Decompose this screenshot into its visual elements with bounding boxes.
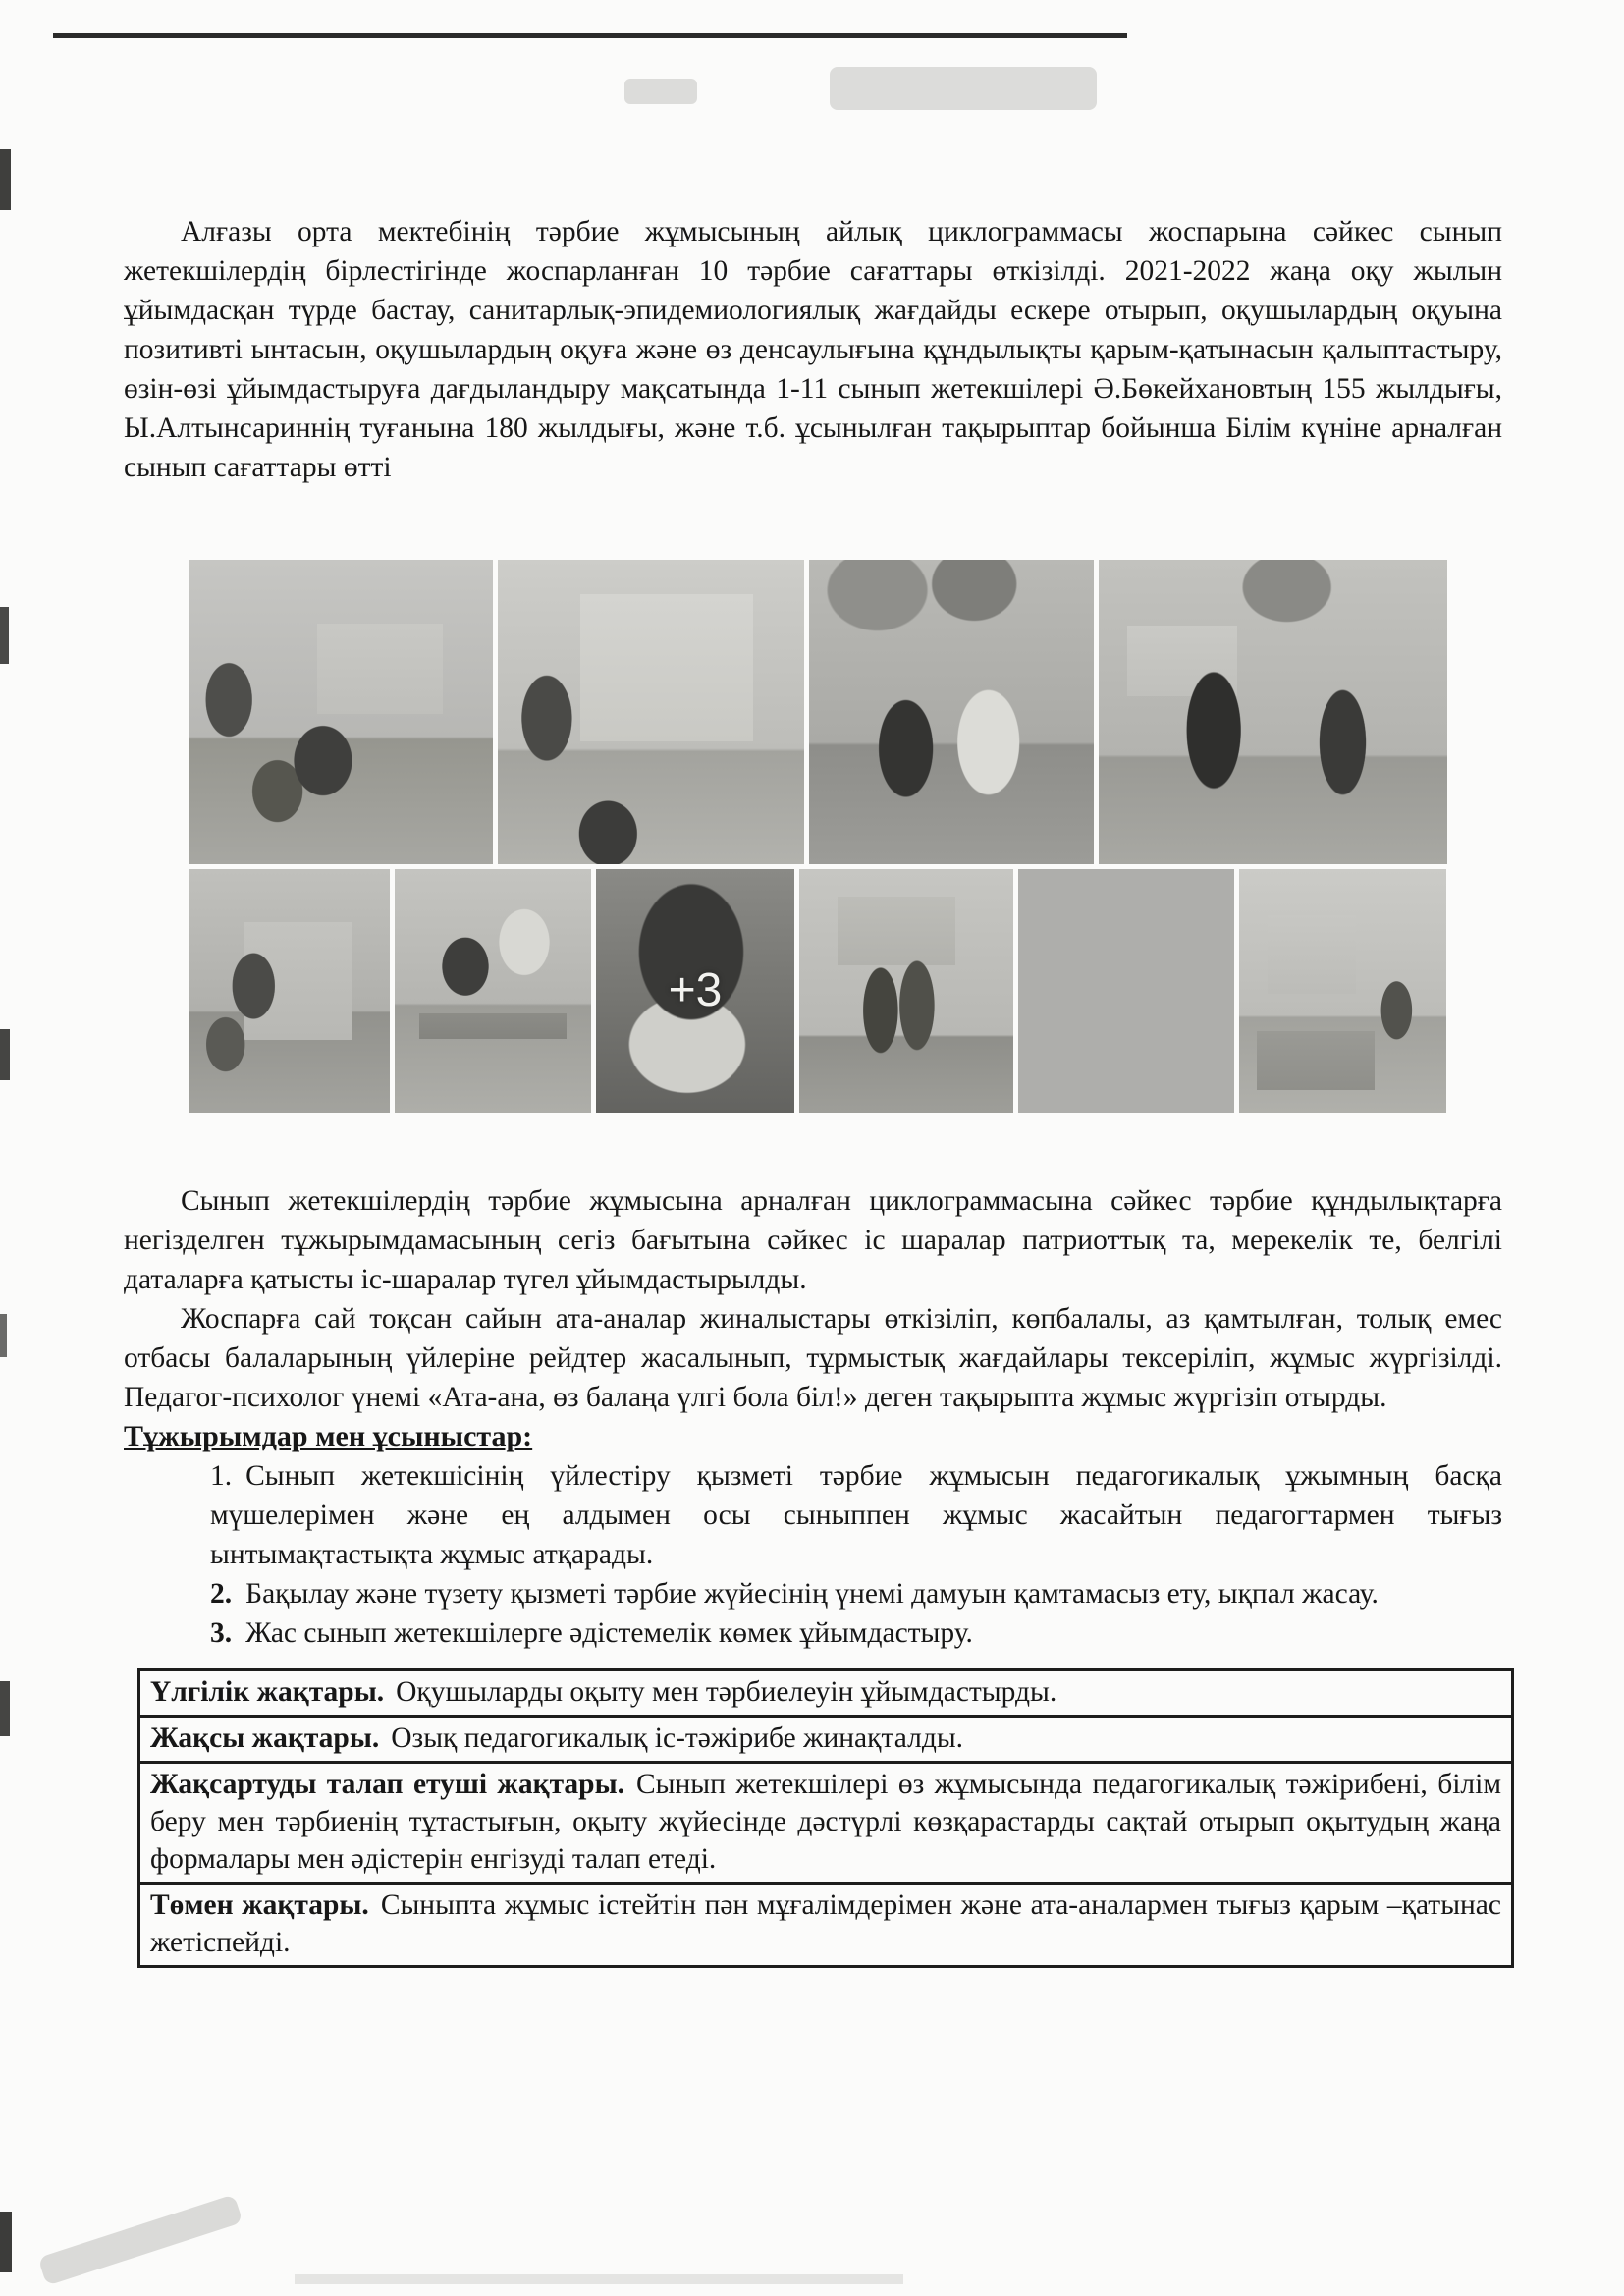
- scan-edge-mark: [0, 149, 11, 210]
- cyclogram-paragraph: Сынып жетекшілердің тәрбие жұмысына арналған циклограммасына сәйкес тәрбие құндылықтарға негізделген тұжырымдамасының сегіз бағытына сәйкес іс шаралар патриоттық та, мерекелік те, белгілі даталарға қатысты іс-шаралар түгел ұйымдастырылды.: [124, 1185, 1502, 1295]
- list-item: [210, 1456, 1502, 1574]
- more-photos-overlay: +3: [668, 964, 723, 1016]
- parents-paragraph: Жоспарға сай тоқсан сайын ата-аналар жиналыстары өткізіліп, көпбалалы, аз қамтылған, толық емес отбасы балаларының үйлеріне рейдтер жасалынып, тұрмыстық жағдайлары тексеріліп, жұмыс жүргізілді. Педагог-психолог үнемі «Ата-ана, өз балаңа үлгі бола біл!» деген тақырыпта жұмыс жүргізіп отырды.: [124, 1303, 1502, 1413]
- conclusions-heading: Тұжырымдар мен ұсыныстар:: [124, 1420, 533, 1452]
- row-label: Жақсартуды талап етуші жақтары.: [150, 1769, 624, 1800]
- classroom-photo: [189, 869, 390, 1113]
- classroom-photo: [799, 869, 1013, 1113]
- scan-edge-mark: [0, 1029, 10, 1080]
- evaluation-table: [137, 1668, 1514, 1968]
- row-label: Төмен жақтары.: [150, 1889, 369, 1921]
- photo-collage: [189, 560, 1452, 1113]
- classroom-photo: [498, 560, 804, 864]
- collage-row-top: [189, 560, 1452, 864]
- row-text: Оқушыларды оқыту мен тәрбиелеуін ұйымдастырды.: [396, 1676, 1057, 1708]
- conclusions-list: [124, 1456, 1502, 1653]
- scan-smudge: [295, 2274, 903, 2284]
- list-item: [210, 1613, 1502, 1653]
- table-row: [139, 1884, 1513, 1967]
- row-label: Жақсы жақтары.: [150, 1722, 380, 1754]
- list-item-text: Бақылау және түзету қызметі тәрбие жүйесінің үнемі дамуын қамтамасыз ету, ықпал жасау.: [245, 1578, 1379, 1610]
- list-item-text: Сынып жетекшісінің үйлестіру қызметі тәрбие жұмысын педагогикалық ұжымның басқа мүшелерімен және ең алдымен осы сыныппен жұмыс жасайтын педагогтармен тығыз ынтымақтастықта жұмыс атқарады.: [210, 1460, 1502, 1570]
- table-row: [139, 1717, 1513, 1763]
- row-label: Үлгілік жақтары.: [150, 1676, 385, 1708]
- list-item-number: 3.: [210, 1617, 233, 1649]
- classroom-photo: [1099, 560, 1447, 864]
- classroom-photo: [596, 869, 794, 1113]
- collage-row-bottom: [189, 869, 1452, 1113]
- scan-edge-mark: [0, 2212, 12, 2272]
- table-row: [139, 1670, 1513, 1717]
- row-text: Озық педагогикалық іс-тәжірибе жинақталды.: [391, 1722, 964, 1754]
- scan-smudge: [38, 2194, 244, 2285]
- classroom-photo: [1239, 869, 1446, 1113]
- row-text: Сыныпта жұмыс істейтін пән мұғалімдерімен және ата-аналармен тығыз қарым –қатынас жетіспейді.: [150, 1889, 1501, 1958]
- scan-edge-mark: [0, 1681, 10, 1736]
- classroom-photo: [809, 560, 1094, 864]
- classroom-photo: [189, 560, 493, 864]
- classroom-photo: [395, 869, 591, 1113]
- scan-edge-mark: [0, 1314, 7, 1357]
- table-row: [139, 1763, 1513, 1884]
- list-item-text: Жас сынып жетекшілерге әдістемелік көмек ұйымдастыру.: [245, 1617, 973, 1649]
- document-body: [124, 0, 1502, 1968]
- list-item-number: 1.: [210, 1460, 233, 1492]
- row-text: Сынып жетекшілері өз жұмысында педагогикалық тәжірибені, білім беру мен тәрбиенің тұтастығын, оқыту жүйесінде дәстүрлі көзқарастарды сақтай отырып оқытудың жаңа формалары мен әдістерін енгізуді талап етеді.: [150, 1769, 1502, 1875]
- list-item-number: 2.: [210, 1578, 233, 1610]
- scan-edge-mark: [0, 607, 9, 664]
- list-item: [210, 1574, 1502, 1613]
- intro-paragraph: Алғазы орта мектебінің тәрбие жұмысының айлық циклограммасы жоспарына сәйкес сынып жетекшілердің бірлестігінде жоспарланған 10 тәрбие сағаттары өткізілді. 2021-2022 жаңа оқу жылын ұйымдасқан түрде бастау, санитарлық-эпидемиологиялық жағдайды ескере отырып, оқушылардың оқуына позитивті ынтасын, оқушылардың оқуға және өз денсаулығына құндылықты қарым-қатынасын қалыптастыру, өзін-өзі ұйымдастыруға дағдыландыру мақсатында 1-11 сынып жетекшілері Ә.Бөкейхановтың 155 жылдығы, Ы.Алтынсариннің туғанына 180 жылдығы, және т.б. ұсынылған тақырыптар бойынша Білім күніне арналған сынып сағаттары өтті: [124, 216, 1502, 483]
- classroom-photo: [1018, 869, 1234, 1113]
